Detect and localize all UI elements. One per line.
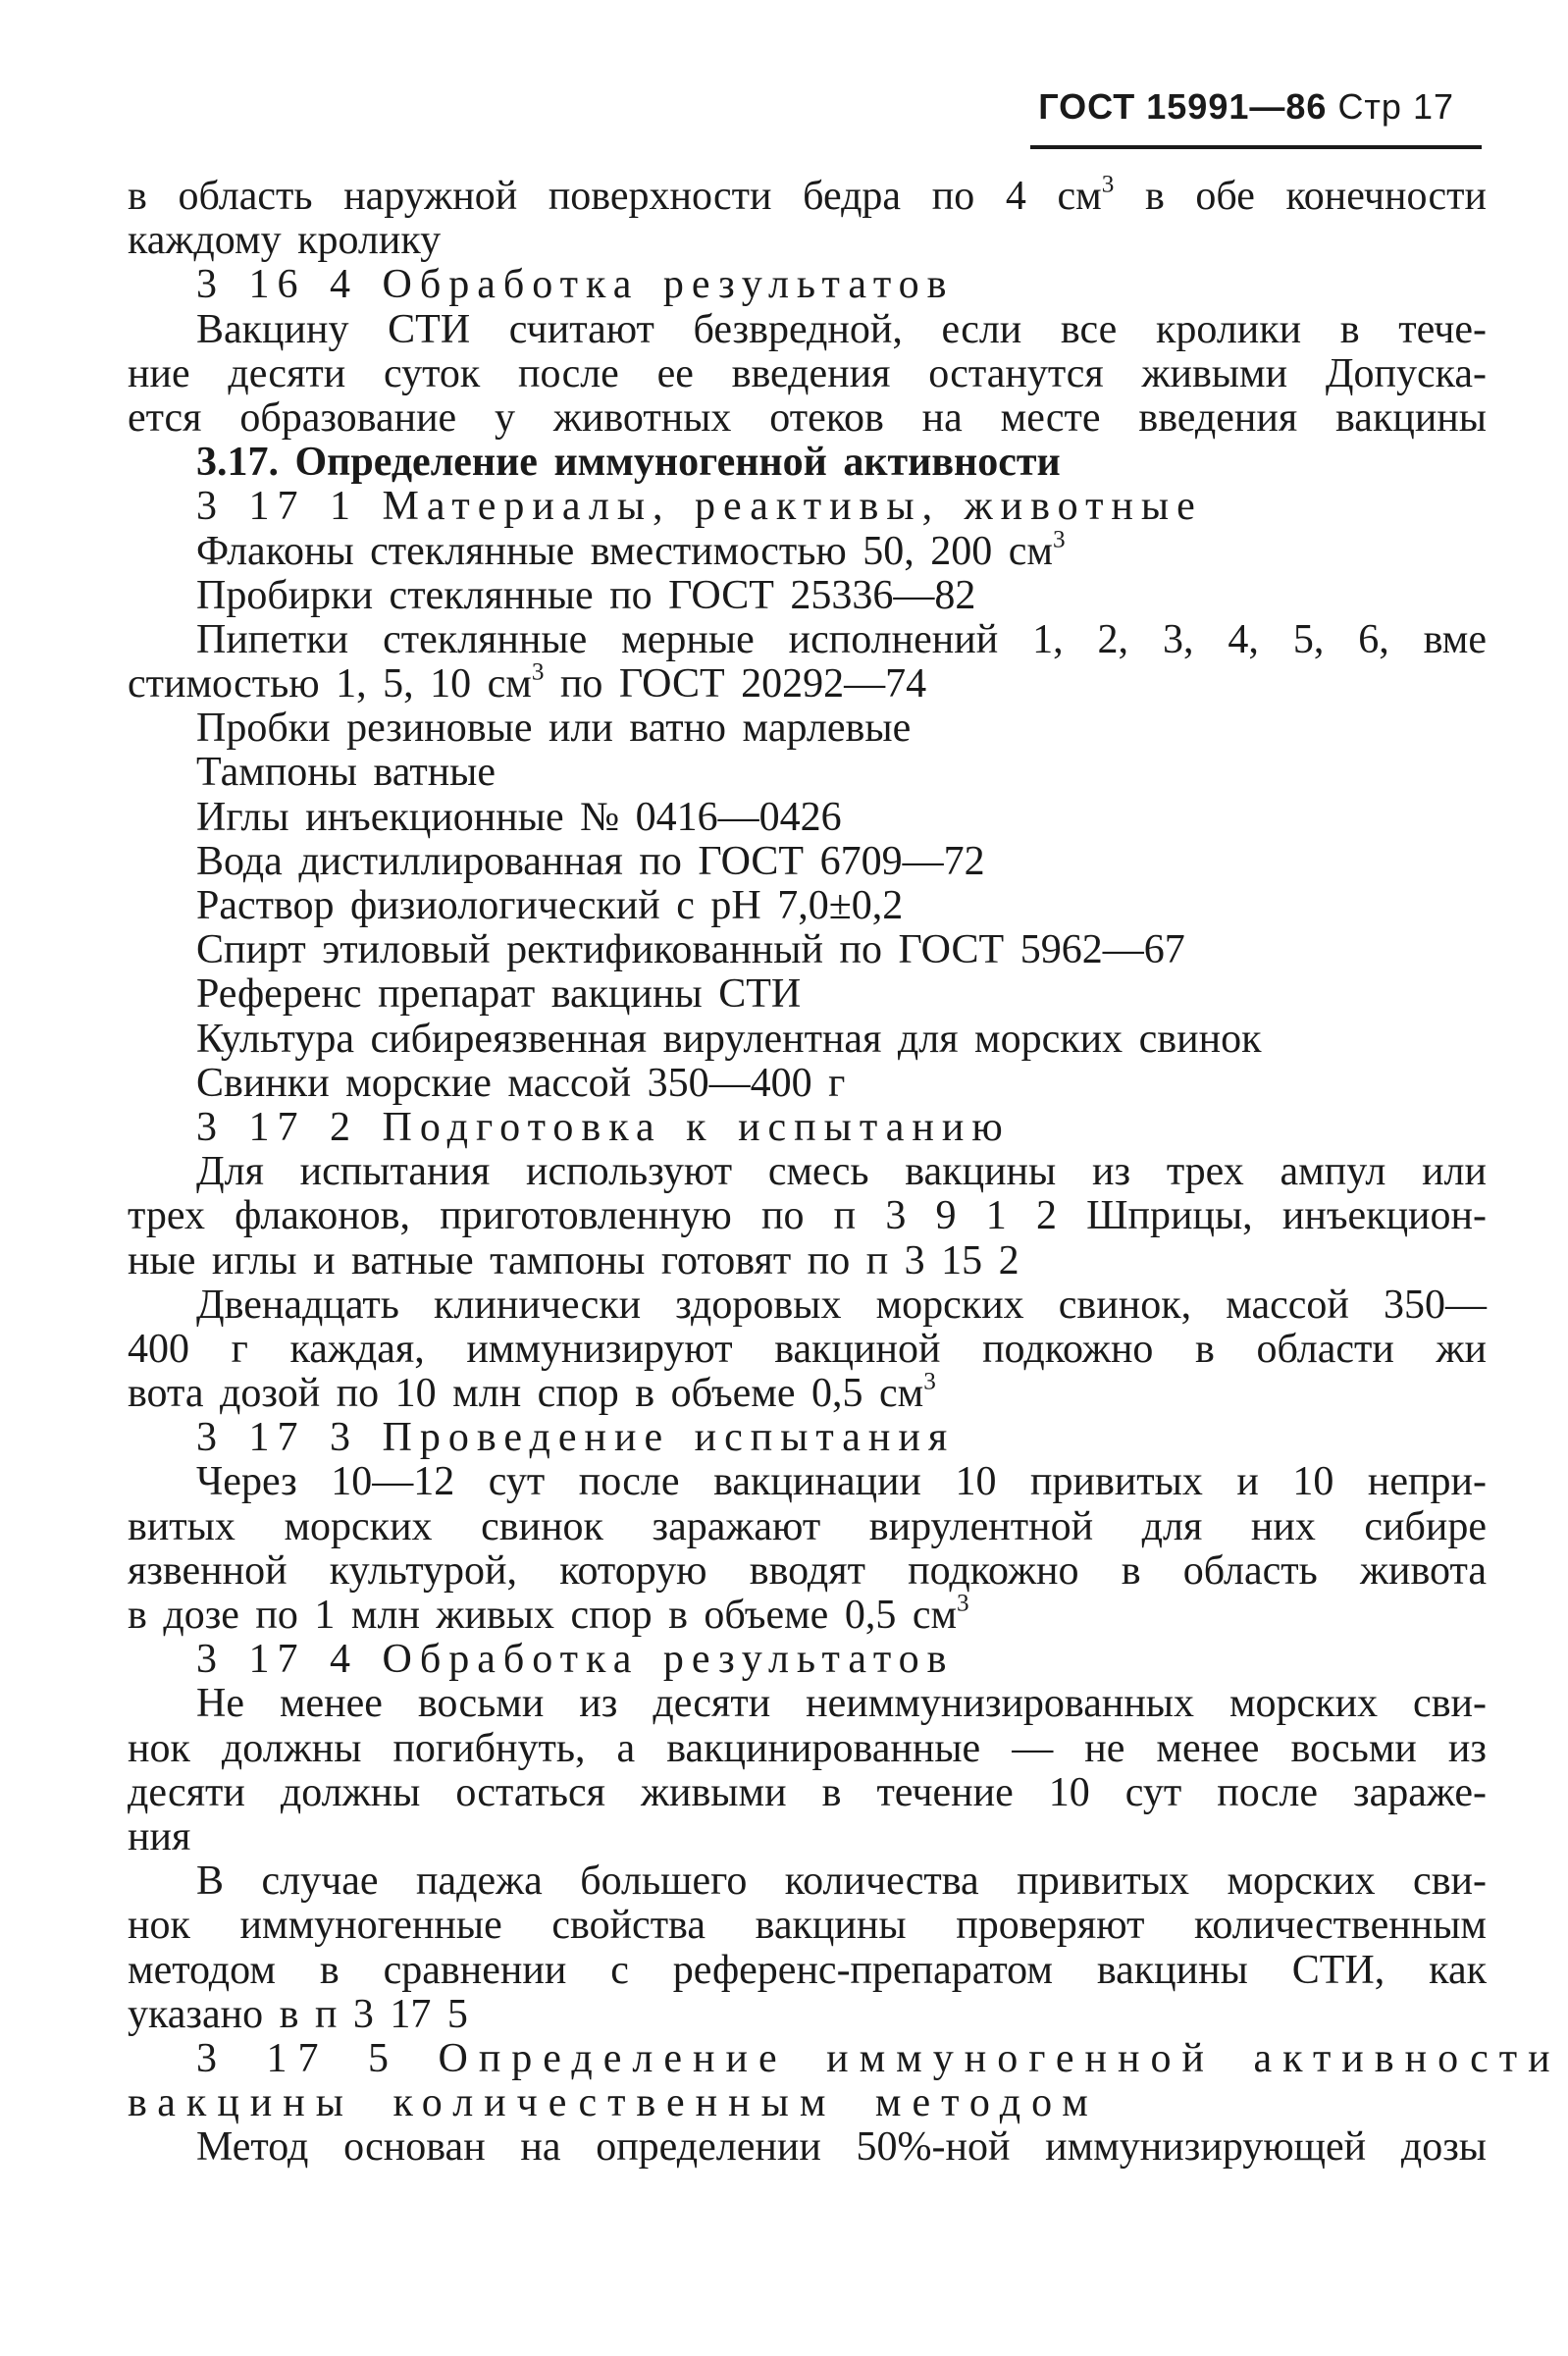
text-line: витых морских свинок заражают вирулентной для них сибире — [128, 1503, 1487, 1549]
list-item: Пробирки стеклянные по ГОСТ 25336—82 — [196, 572, 976, 618]
section-heading-3-17-5: 3 17 5 Определение иммуногенной активности — [196, 2035, 1561, 2081]
list-item: Иглы инъекционные № 0416—0426 — [196, 794, 842, 840]
list-item: Раствор физиологический с pH 7,0±0,2 — [196, 883, 904, 928]
text-line: Через 10—12 сут после вакцинации 10 привитых и 10 непри- — [196, 1459, 1487, 1505]
text-line: ные иглы и ватные тампоны готовят по п 3 15 2 — [128, 1237, 1019, 1283]
page-header — [1030, 86, 1482, 149]
document-body — [128, 171, 1561, 2171]
text-line: ние десяти суток после ее введения останутся живыми Допуска- — [128, 350, 1487, 396]
section-heading-3-16-4: 3 16 4 Обработка результатов — [196, 262, 955, 308]
page-number: Стр 17 — [1337, 86, 1454, 127]
text-line: десяти должны остаться живыми в течение 10 сут после зараже- — [128, 1769, 1487, 1815]
section-heading-3-17-5-cont: вакцины количественным методом — [128, 2080, 1099, 2126]
standard-number: ГОСТ 15991—86 — [1038, 86, 1328, 127]
list-item: Референс препарат вакцины СТИ — [196, 971, 802, 1018]
text-line: нок иммуногенные свойства вакцины проверяют количественным — [128, 1903, 1487, 1949]
text-line: в дозе по 1 млн живых спор в объеме 0,5 $см^3$ — [128, 1590, 969, 1638]
section-heading-3-17-3: 3 17 3 Проведение испытания — [196, 1415, 956, 1461]
text-line: Не менее восьми из десяти неиммунизированных морских сви- — [196, 1681, 1487, 1727]
section-heading-3-17-1: 3 17 1 Материалы, реактивы, животные — [196, 484, 1203, 530]
section-heading-3-17: 3.17. Определение иммуногенной активности — [196, 440, 1061, 486]
text-line: стимостью 1, 5, 10 $см^3$ по ГОСТ 20292—74 — [128, 658, 927, 707]
text-line: указано в п 3 17 5 — [128, 1991, 468, 2037]
text-line: Вакцину СТИ считают безвредной, если все кролики в тече- — [196, 306, 1487, 352]
text-line: нок должны погибнуть, а вакцинированные — не менее восьми из — [128, 1725, 1487, 1771]
text-line: в область наружной поверхности бедра по 4 $см^3$ в обе конечности — [128, 171, 1487, 219]
text-line: В случае падежа большего количества привитых морских сви- — [196, 1859, 1487, 1905]
list-item: Пипетки стеклянные мерные исполнений 1, 2, 3, 4, 5, 6, вме — [196, 616, 1487, 662]
section-heading-3-17-2: 3 17 2 Подготовка к испытанию — [196, 1104, 1011, 1150]
text-line: трех флаконов, приготовленную по п 3 9 1 2 Шприцы, инъекцион- — [128, 1193, 1487, 1239]
text-line: ется образование у животных отеков на месте введения вакцины — [128, 394, 1487, 441]
list-item: Пробки резиновые или ватно марлевые — [196, 706, 912, 752]
list-item: Флаконы стеклянные вместимостью 50, 200 $см^3$ — [196, 525, 1066, 574]
text-line: методом в сравнении с референс-препаратом вакцины СТИ, как — [128, 1947, 1487, 1993]
text-line: Для испытания используют смесь вакцины из трех ампул или — [196, 1149, 1487, 1195]
header-text — [1038, 86, 1454, 128]
list-item: Тампоны ватные — [196, 750, 497, 796]
text-line: каждому кролику — [128, 218, 442, 264]
text-line: Метод основан на определении 50%-ной иммунизирующей дозы — [196, 2124, 1487, 2171]
text-line: 400 г каждая, иммунизируют вакциной подкожно в области жи — [128, 1326, 1487, 1372]
list-item: Спирт этиловый ректификованный по ГОСТ 5962—67 — [196, 927, 1185, 973]
text-line: язвенной культурой, которую вводят подкожно в область живота — [128, 1547, 1487, 1594]
text-line: вота дозой по 10 млн спор в объеме 0,5 $см^3$ — [128, 1368, 936, 1417]
list-item: Свинки морские массой 350—400 г — [196, 1060, 846, 1106]
section-heading-3-17-4: 3 17 4 Обработка результатов — [196, 1637, 955, 1683]
list-item: Вода дистиллированная по ГОСТ 6709—72 — [196, 838, 985, 884]
list-item: Культура сибиреязвенная вирулентная для морских свинок — [196, 1016, 1262, 1062]
text-line: Двенадцать клинически здоровых морских свинок, массой 350— — [196, 1282, 1487, 1328]
text-line: ния — [128, 1813, 191, 1859]
